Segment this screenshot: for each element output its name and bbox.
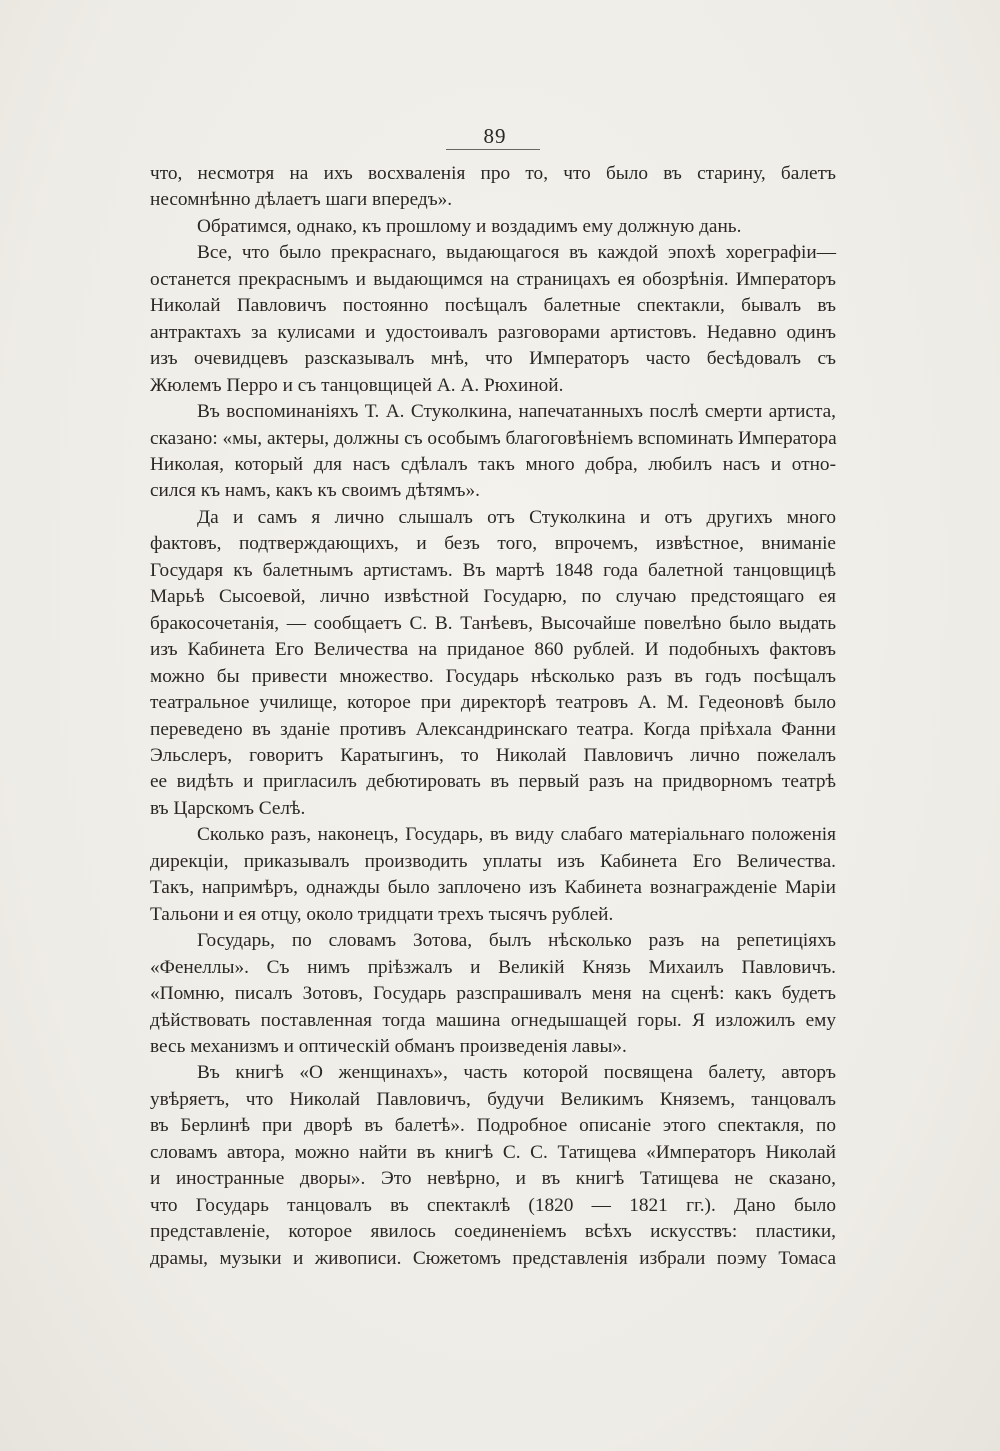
paragraph: [150, 505, 836, 822]
text-line: Въ книгѣ «О женщинахъ», часть которой посвящена балету, авторъ: [197, 1062, 836, 1084]
text-line: «Фенеллы». Съ нимъ пріѣзжалъ и Великій Князь Михаилъ Павловичъ.: [150, 956, 836, 978]
text-line: можно бы привести множество. Государь нѣсколько разъ въ годъ посѣщалъ: [150, 665, 836, 687]
text-line: Марьѣ Сысоевой, лично извѣстной Государю, по случаю предстоящаго ея: [150, 586, 836, 608]
text-line: изъ Кабинета Его Величества на приданое 860 рублей. И подобныхъ фактовъ: [150, 639, 836, 661]
text-line: что, несмотря на ихъ восхваленія про то, что было въ старину, балетъ: [150, 163, 836, 184]
page-number-rule: [446, 149, 540, 150]
text-line: несомнѣнно дѣлаетъ шаги впередъ».: [150, 189, 453, 211]
text-line: увѣряетъ, что Николай Павловичъ, будучи Великимъ Княземъ, танцовалъ: [150, 1088, 836, 1110]
paragraph: [150, 928, 836, 1060]
text-line: словамъ автора, можно найти въ книгѣ С. С. Татищева «Императоръ Николай: [150, 1141, 836, 1163]
text-line: Николай Павловичъ постоянно посѣщалъ балетные спектакли, бывалъ въ: [150, 295, 836, 317]
text-line: Обратимся, однако, къ прошлому и воздадимъ ему должную дань.: [197, 215, 742, 237]
text-line: фактовъ, подтверждающихъ, и безъ того, впрочемъ, извѣстное, вниманіе: [150, 533, 836, 555]
text-line: и иностранные дворы». Это невѣрно, и въ книгѣ Татищева не сказано,: [150, 1168, 836, 1190]
text-line: Такъ, напримѣръ, однажды было заплочено изъ Кабинета вознагражденіе Маріи: [150, 877, 836, 899]
text-line: переведено въ зданіе противъ Александринскаго театра. Когда пріѣхала Фанни: [150, 718, 836, 740]
paragraph: [150, 161, 836, 214]
text-line: Николая, который для насъ сдѣлалъ такъ много добра, любилъ насъ и отно-: [150, 453, 836, 475]
text-line: бракосочетанія, — сообщаетъ С. В. Танѣевъ, Высочайше повелѣно было выдать: [150, 612, 836, 634]
page-number: 89: [483, 124, 507, 148]
text-line: дирекціи, приказывалъ производить уплаты изъ Кабинета Его Величества.: [150, 850, 836, 872]
paragraph: [150, 1060, 836, 1272]
text-line: Эльслеръ, говоритъ Каратыгинъ, то Николай Павловичъ лично пожелалъ: [150, 744, 836, 766]
text-line: останется прекраснымъ и выдающимся на страницахъ ея обозрѣнія. Императоръ: [150, 268, 836, 290]
text-line: Государь, по словамъ Зотова, былъ нѣсколько разъ на репетиціяхъ: [197, 930, 836, 952]
text-line: Сколько разъ, наконецъ, Государь, въ виду слабаго матеріальнаго положенія: [197, 824, 836, 846]
text-line: что Государь танцовалъ въ спектаклѣ (1820 — 1821 гг.). Дано было: [150, 1194, 836, 1216]
text-line: въ Берлинѣ при дворѣ въ балетѣ». Подробное описаніе этого спектакля, по: [150, 1115, 836, 1137]
text-line: изъ очевидцевъ разсказывалъ мнѣ, что Императоръ часто бесѣдовалъ съ: [150, 348, 836, 370]
text-line: ее видѣть и пригласилъ дебютировать въ первый разъ на придворномъ театрѣ: [150, 771, 836, 793]
text-line: Жюлемъ Перро и съ танцовщицей А. А. Рюхиной.: [150, 374, 564, 396]
text-line: Все, что было прекраснаго, выдающагося въ каждой эпохѣ хореграфіи—: [197, 242, 836, 264]
text-line: антрактахъ за кулисами и удостоивалъ разговорами артистовъ. Недавно одинъ: [150, 321, 836, 343]
text-line: весь механизмъ и оптическій обманъ произведенія лавы».: [150, 1035, 627, 1057]
text-line: театральное училище, которое при директорѣ театровъ А. М. Гедеоновѣ было: [150, 692, 836, 714]
text-line: дѣйствовать поставленная тогда машина огнедышащей горы. Я изложилъ ему: [150, 1009, 836, 1031]
paragraph: [150, 822, 836, 928]
text-line: въ Царскомъ Селѣ.: [150, 797, 306, 819]
text-line: представленіе, которое явилось соединеніемъ всѣхъ искусствъ: пластики,: [150, 1221, 836, 1243]
paragraph: [150, 214, 836, 240]
paragraph: [150, 240, 836, 399]
body-text: [150, 161, 836, 1272]
paragraph: [150, 399, 836, 505]
text-line: сился къ намъ, какъ къ своимъ дѣтямъ».: [150, 480, 480, 502]
text-line: Да и самъ я лично слышалъ отъ Стуколкина и отъ другихъ много: [197, 506, 836, 528]
text-line: сказано: «мы, актеры, должны съ особымъ благоговѣніемъ вспоминать Императора: [150, 427, 837, 449]
text-line: «Помню, писалъ Зотовъ, Государь разспрашивалъ меня на сценѣ: какъ будетъ: [150, 983, 836, 1005]
text-line: драмы, музыки и живописи. Сюжетомъ представленія избрали поэму Томаса: [150, 1247, 836, 1269]
text-line: Тальони и ея отцу, около тридцати трехъ тысячъ рублей.: [150, 903, 614, 925]
text-line: Въ воспоминаніяхъ Т. А. Стуколкина, напечатанныхъ послѣ смерти артиста,: [197, 401, 836, 423]
text-line: Государя къ балетнымъ артистамъ. Въ мартѣ 1848 года балетной танцовщицѣ: [150, 559, 836, 581]
